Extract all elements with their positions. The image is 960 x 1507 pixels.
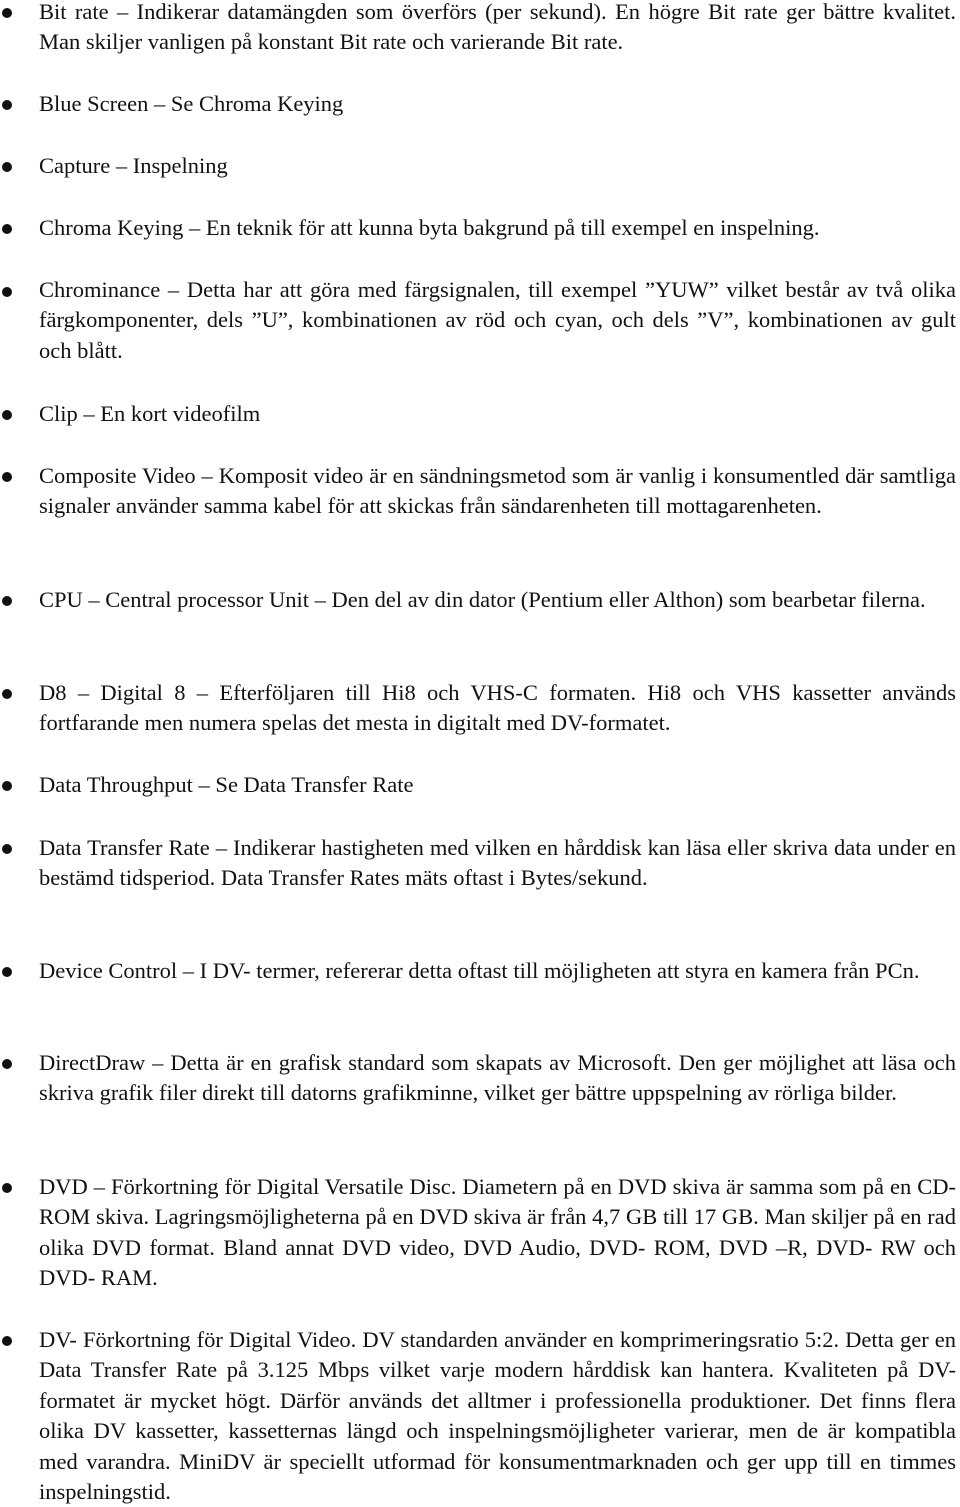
glossary-entry-text: Capture – Inspelning — [39, 153, 228, 178]
glossary-entry-text: Chrominance – Detta har att göra med färgsignalen, till exempel ”YUW” vilket består av två olika färgkomponenter, dels ”U”, kombinationen av röd och cyan, och dels ”V”, kombinationen av gult och blått. — [39, 277, 956, 363]
glossary-entry-text: Composite Video – Komposit video är en sändningsmetod som är vanlig i konsumentled där samtliga signaler använder samma kabel för att skickas från sändarenheten till mottagarenheten. — [39, 463, 956, 519]
bullet-icon — [2, 967, 12, 977]
glossary-entry-text: Chroma Keying – En teknik för att kunna byta bakgrund på till exempel en inspelning. — [39, 215, 820, 240]
glossary-entry-text: Clip – En kort videofilm — [39, 401, 261, 426]
glossary-entry-text: DVD – Förkortning för Digital Versatile Disc. Diametern på en DVD skiva är samma som på en CD-ROM skiva. Lagringsmöjligheterna på en DVD skiva är från 4,7 GB till 17 GB. Man skiljer på en rad olika DVD format. Bland annat DVD video, DVD Audio, DVD- ROM, DVD –R, DVD- RW och DVD- RAM. — [39, 1174, 956, 1291]
bullet-icon — [2, 844, 12, 854]
bullet-icon — [2, 8, 12, 18]
glossary-entry-text: D8 – Digital 8 – Efterföljaren till Hi8 och VHS-C formaten. Hi8 och VHS kassetter används fortfarande men numera spelas det mesta in digitalt med DV-formatet. — [39, 680, 956, 736]
bullet-icon — [2, 596, 12, 606]
glossary-entry-text: DirectDraw – Detta är en grafisk standard som skapats av Microsoft. Den ger möjlighet att läsa och skriva grafik filer direkt till datorns grafikminne, vilket ger bättre uppspelning av rörliga bilder. — [39, 1050, 956, 1106]
bullet-icon — [2, 781, 12, 791]
bullet-icon — [2, 224, 12, 234]
bullet-icon — [2, 410, 12, 420]
bullet-icon — [2, 1183, 12, 1193]
glossary-entry-text: Bit rate – Indikerar datamängden som överförs (per sekund). En högre Bit rate ger bättre kvalitet. Man skiljer vanligen på konstant Bit rate och varierande Bit rate. — [39, 0, 956, 55]
bullet-icon — [2, 1059, 12, 1069]
glossary-entry-text: Blue Screen – Se Chroma Keying — [39, 91, 344, 116]
glossary-entry-text: Device Control – I DV- termer, refererar detta oftast till möjligheten att styra en kamera från PCn. — [39, 958, 920, 983]
glossary-entry-text: DV- Förkortning för Digital Video. DV standarden använder en komprimeringsratio 5:2. Detta ger en Data Transfer Rate på 3.125 Mbps vilket varje modern hårddisk kan hantera. Kvaliteten på DV- formatet är mycket högt. Därför används det alltmer i professionella produktioner. Det finns flera olika DV kassetter, kassetternas längd och inspelningsmöjligheter varierar, men de är kompatibla med varandra. MiniDV är speciellt utformad för konsumentmarknaden och ger upp till en timmes inspelningstid. — [39, 1327, 956, 1505]
bullet-icon — [2, 472, 12, 482]
bullet-icon — [2, 1336, 12, 1346]
bullet-icon — [2, 162, 12, 172]
glossary-entry-text: CPU – Central processor Unit – Den del av din dator (Pentium eller Althon) som bearbetar filerna. — [39, 587, 926, 612]
bullet-icon — [2, 689, 12, 699]
glossary-entry-text: Data Throughput – Se Data Transfer Rate — [39, 772, 414, 797]
bullet-icon — [2, 100, 12, 110]
bullet-icon — [2, 287, 12, 297]
glossary-entry-text: Data Transfer Rate – Indikerar hastigheten med vilken en hårddisk kan läsa eller skriva data under en bestämd tidsperiod. Data Transfer Rates mäts oftast i Bytes/sekund. — [39, 835, 956, 891]
